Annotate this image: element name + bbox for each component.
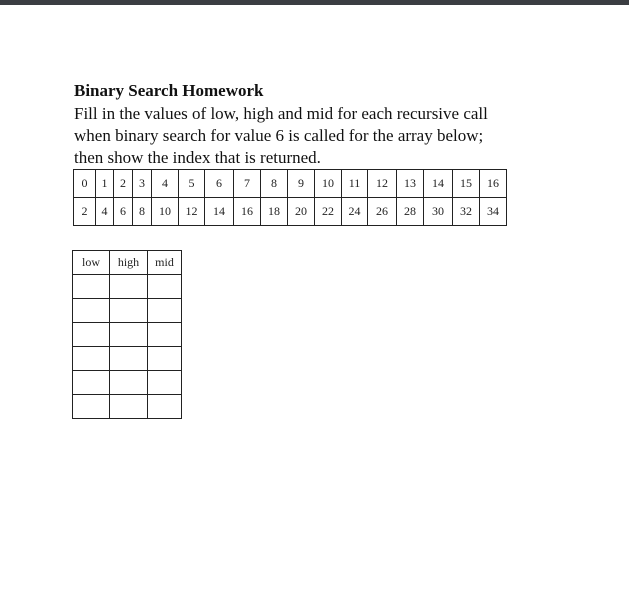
- low-cell[interactable]: [73, 299, 110, 323]
- value-cell: 28: [397, 198, 424, 226]
- index-cell: 11: [342, 170, 368, 198]
- array-table: [73, 169, 507, 226]
- index-cell: 16: [480, 170, 507, 198]
- value-cell: 22: [315, 198, 342, 226]
- mid-cell[interactable]: [148, 275, 182, 299]
- high-cell[interactable]: [110, 323, 148, 347]
- value-cell: 20: [288, 198, 315, 226]
- index-cell: 7: [234, 170, 261, 198]
- high-cell[interactable]: [110, 371, 148, 395]
- value-cell: 26: [368, 198, 397, 226]
- mid-cell[interactable]: [148, 347, 182, 371]
- mid-cell[interactable]: [148, 323, 182, 347]
- answer-row: [73, 347, 182, 371]
- index-cell: 12: [368, 170, 397, 198]
- answer-row: [73, 275, 182, 299]
- low-header: low: [73, 251, 110, 275]
- mid-header: mid: [148, 251, 182, 275]
- top-bar: [0, 0, 629, 5]
- index-cell: 4: [152, 170, 179, 198]
- answer-row: [73, 371, 182, 395]
- low-cell[interactable]: [73, 347, 110, 371]
- value-cell: 12: [179, 198, 205, 226]
- high-cell[interactable]: [110, 395, 148, 419]
- low-cell[interactable]: [73, 323, 110, 347]
- high-cell[interactable]: [110, 347, 148, 371]
- instruction-line: Fill in the values of low, high and mid for each recursive call: [74, 104, 488, 123]
- index-cell: 3: [133, 170, 152, 198]
- index-cell: 6: [205, 170, 234, 198]
- index-cell: 10: [315, 170, 342, 198]
- index-cell: 14: [424, 170, 453, 198]
- index-cell: 5: [179, 170, 205, 198]
- low-cell[interactable]: [73, 275, 110, 299]
- high-cell[interactable]: [110, 299, 148, 323]
- index-cell: 13: [397, 170, 424, 198]
- value-cell: 2: [74, 198, 96, 226]
- page-title: Binary Search Homework: [74, 81, 264, 100]
- answer-row: [73, 395, 182, 419]
- low-cell[interactable]: [73, 371, 110, 395]
- instructions-text: [74, 103, 554, 169]
- index-cell: 2: [114, 170, 133, 198]
- index-cell: 9: [288, 170, 315, 198]
- value-cell: 24: [342, 198, 368, 226]
- index-cell: 15: [453, 170, 480, 198]
- index-cell: 1: [96, 170, 114, 198]
- value-cell: 30: [424, 198, 453, 226]
- value-cell: 4: [96, 198, 114, 226]
- index-cell: 8: [261, 170, 288, 198]
- answer-table: [72, 250, 182, 419]
- mid-cell[interactable]: [148, 395, 182, 419]
- value-cell: 32: [453, 198, 480, 226]
- mid-cell[interactable]: [148, 299, 182, 323]
- value-cell: 14: [205, 198, 234, 226]
- mid-cell[interactable]: [148, 371, 182, 395]
- instruction-line: then show the index that is returned.: [74, 148, 321, 167]
- value-cell: 8: [133, 198, 152, 226]
- value-cell: 34: [480, 198, 507, 226]
- answer-row: [73, 299, 182, 323]
- value-cell: 18: [261, 198, 288, 226]
- value-cell: 6: [114, 198, 133, 226]
- instruction-line: when binary search for value 6 is called for the array below;: [74, 126, 484, 145]
- value-cell: 10: [152, 198, 179, 226]
- high-header: high: [110, 251, 148, 275]
- index-row: [74, 170, 507, 198]
- low-cell[interactable]: [73, 395, 110, 419]
- answer-row: [73, 323, 182, 347]
- value-cell: 16: [234, 198, 261, 226]
- index-cell: 0: [74, 170, 96, 198]
- value-row: [74, 198, 507, 226]
- high-cell[interactable]: [110, 275, 148, 299]
- answer-header-row: [73, 251, 182, 275]
